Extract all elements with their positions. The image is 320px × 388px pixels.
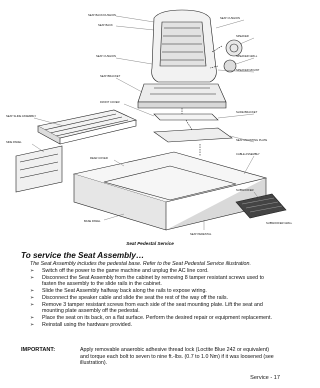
- page-footer: Service - 17: [250, 375, 280, 381]
- label-seat-back-cushion: SEAT BACK/CUSHION: [88, 14, 116, 17]
- label-seat-pedestal: SEAT PEDESTAL: [190, 233, 212, 236]
- label-speaker: SPEAKER: [236, 35, 249, 38]
- step-item: [30, 302, 275, 315]
- important-label: IMPORTANT:: [21, 347, 56, 353]
- seat-cushion-part: [138, 84, 226, 108]
- label-rear-cover: REAR COVER: [90, 157, 108, 160]
- procedure-steps: [30, 268, 275, 328]
- label-seat-cushion-top: SEAT CUSHION: [220, 17, 240, 20]
- step-item: [30, 275, 275, 288]
- step-text: Remove 3 tamper resistant screws from each side of the seat mounting plate. Lift the seat and mounting plate assembly off the pedestal.: [42, 301, 263, 315]
- label-side-panel: SIDE PANEL: [6, 141, 22, 144]
- step-item: [30, 268, 275, 275]
- seat-mounting-plate-part: [154, 120, 232, 142]
- label-seat-back: SEAT BACK: [98, 24, 113, 27]
- label-base-panel: BASE PANEL: [84, 220, 101, 223]
- figure-caption: Seat Pedestal Service: [126, 241, 174, 246]
- step-text: Disconnect the speaker cable and slide the seat the rest of the way off the rails.: [42, 294, 228, 301]
- step-item: [30, 288, 275, 295]
- label-speaker-grill: SPEAKER GRILL: [236, 55, 258, 58]
- label-subwoofer: SUBWOOFER: [236, 189, 254, 192]
- side-panel-part: [16, 146, 62, 192]
- arrow-bullet-icon: ➢: [30, 268, 35, 274]
- step-text: Slide the Seat Assembly halfway back along the rails to expose wiring.: [42, 288, 207, 295]
- seat-pedestal-exploded-diagram: [4, 6, 296, 238]
- arrow-bullet-icon: ➢: [30, 321, 35, 328]
- seat-bracket-part: [154, 108, 218, 120]
- step-text: Reinstall using the hardware provided.: [42, 321, 133, 328]
- step-text: Disconnect the Seat Assembly from the cabinet by removing 8 tamper resistant screws used to fasten the assembly to the slide rails in the cabinet.: [42, 274, 264, 288]
- step-item: [30, 295, 275, 302]
- arrow-bullet-icon: ➢: [30, 288, 35, 295]
- label-seat-mounting-plate: SEAT MOUNTING PLATE: [236, 139, 268, 142]
- label-seat-bracket: SEAT BRACKET: [100, 75, 121, 78]
- label-front-cover: FRONT COVER: [100, 101, 120, 104]
- important-text: Apply removable anaerobic adhesive thread lock (Loctite Blue 242 or equivalent) and torque each bolt to seven to nine ft.-lbs. (0.7 to 1.0 Nm) if it was loosened (see illustration).: [80, 347, 274, 367]
- label-speaker-mount: SPEAKER MOUNT: [236, 69, 260, 72]
- step-item: [30, 315, 275, 322]
- label-subwoofer-grill: SUBWOOFER GRILL: [266, 222, 293, 225]
- label-seat-cushion: SEAT CUSHION: [96, 55, 116, 58]
- arrow-bullet-icon: ➢: [30, 274, 35, 281]
- label-seat-slide-assembly: SEAT SLIDE ASSEMBLY: [6, 115, 37, 118]
- arrow-bullet-icon: ➢: [30, 294, 35, 301]
- step-text: Switch off the power to the game machine and unplug the AC line cord.: [42, 268, 209, 274]
- step-item: [30, 322, 275, 329]
- seat-back-part: [152, 10, 217, 82]
- arrow-bullet-icon: ➢: [30, 314, 35, 321]
- seat-slide-assembly-part: [38, 110, 136, 144]
- section-heading: To service the Seat Assembly…: [21, 251, 145, 260]
- section-intro: The Seat Assembly includes the pedestal base. Refer to the Seat Pedestal Service illustration.: [30, 261, 251, 267]
- label-slide-bracket: SLIDE BRACKET: [236, 111, 258, 114]
- step-text: Place the seat on its back, on a flat surface. Perform the desired repair or equipment replacement.: [42, 314, 272, 321]
- arrow-bullet-icon: ➢: [30, 301, 35, 308]
- label-cable-assembly: CABLE ASSEMBLY: [236, 153, 260, 156]
